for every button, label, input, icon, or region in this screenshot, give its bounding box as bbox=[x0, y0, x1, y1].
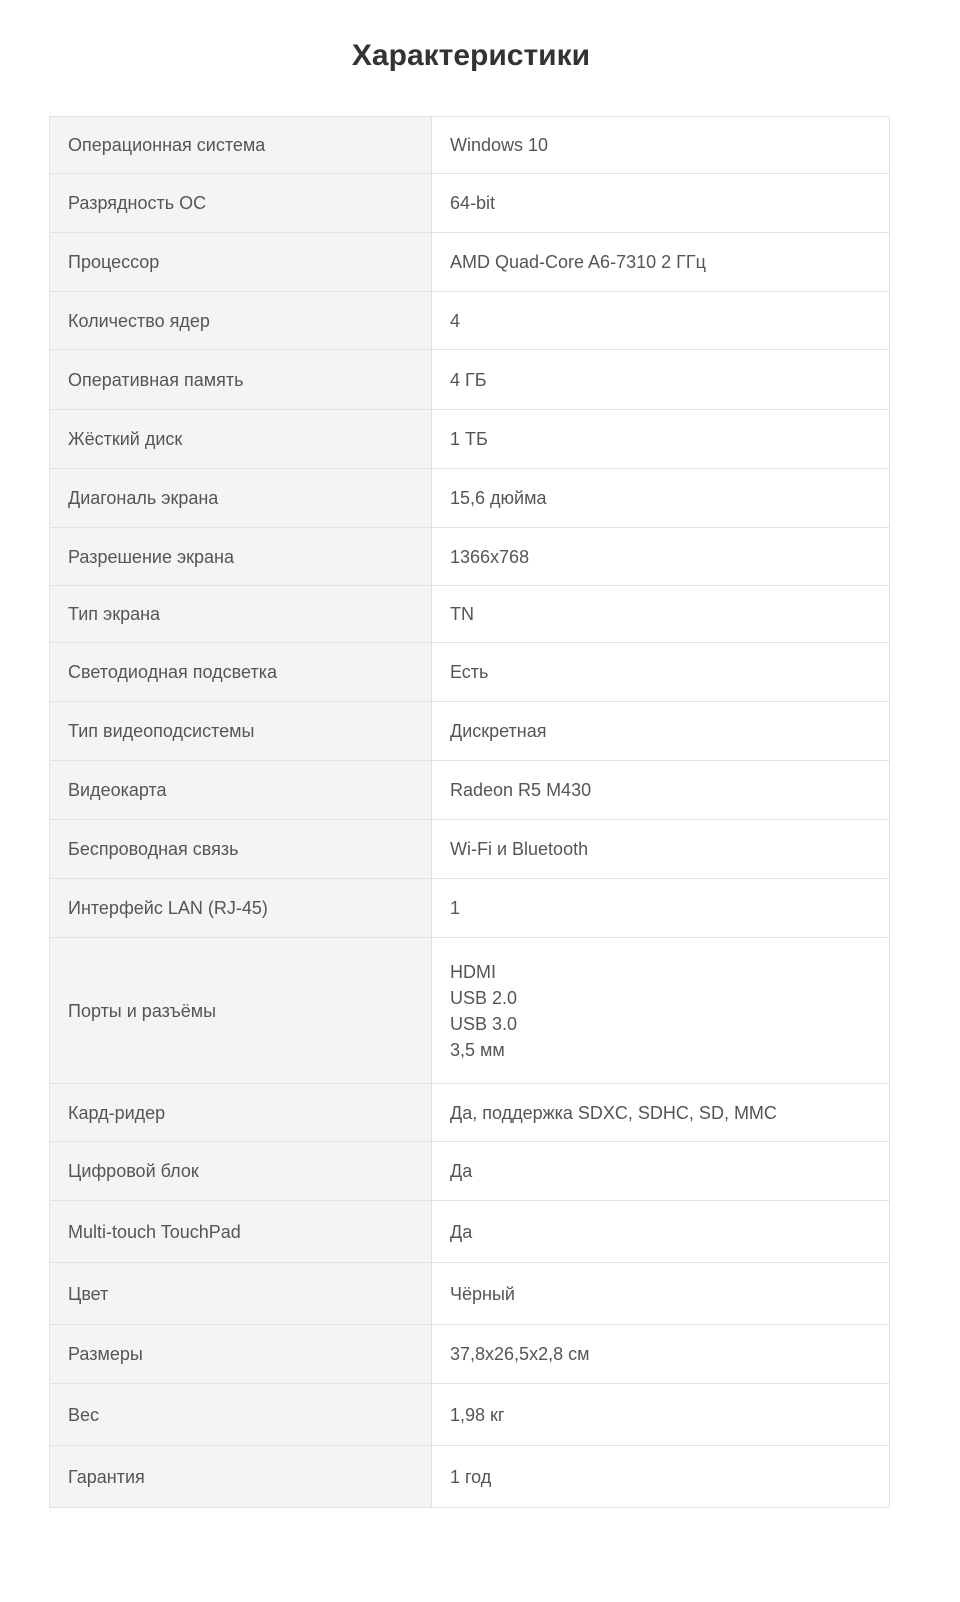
page-title: Характеристики bbox=[351, 39, 591, 72]
table-row bbox=[50, 702, 890, 761]
table-row bbox=[50, 820, 890, 879]
spec-value: Radeon R5 M430 bbox=[432, 761, 890, 820]
table-row bbox=[50, 643, 890, 702]
table-row bbox=[50, 528, 890, 586]
spec-label: Видеокарта bbox=[50, 761, 432, 820]
spec-value: TN bbox=[432, 586, 890, 643]
spec-value: 1 bbox=[432, 879, 890, 938]
spec-value: 15,6 дюйма bbox=[432, 469, 890, 528]
spec-value: 4 ГБ bbox=[432, 350, 890, 410]
spec-value: Есть bbox=[432, 643, 890, 702]
table-row bbox=[50, 938, 890, 1084]
spec-value: 1 ТБ bbox=[432, 410, 890, 469]
table-row bbox=[50, 410, 890, 469]
spec-value: 1 год bbox=[432, 1446, 890, 1508]
spec-value: Windows 10 bbox=[432, 117, 890, 174]
port-item: USB 3.0 bbox=[450, 1013, 518, 1034]
spec-value bbox=[432, 938, 890, 1084]
spec-label: Беспроводная связь bbox=[50, 820, 432, 879]
port-item: 3,5 мм bbox=[450, 1039, 505, 1060]
spec-label: Процессор bbox=[50, 233, 432, 292]
port-item: HDMI bbox=[450, 961, 496, 982]
spec-label: Гарантия bbox=[50, 1446, 432, 1508]
table-row bbox=[50, 586, 890, 643]
table-row bbox=[50, 117, 890, 174]
spec-label: Диагональ экрана bbox=[50, 469, 432, 528]
spec-value: Да bbox=[432, 1142, 890, 1201]
table-row bbox=[50, 1084, 890, 1142]
spec-label: Интерфейс LAN (RJ-45) bbox=[50, 879, 432, 938]
spec-label: Размеры bbox=[50, 1325, 432, 1384]
spec-label: Кард-ридер bbox=[50, 1084, 432, 1142]
table-row bbox=[50, 174, 890, 233]
spec-label: Тип видеоподсистемы bbox=[50, 702, 432, 761]
table-row bbox=[50, 1142, 890, 1201]
spec-value: Чёрный bbox=[432, 1263, 890, 1325]
spec-label: Светодиодная подсветка bbox=[50, 643, 432, 702]
spec-label: Multi-touch TouchPad bbox=[50, 1201, 432, 1263]
spec-value: 37,8x26,5x2,8 см bbox=[432, 1325, 890, 1384]
spec-value: Дискретная bbox=[432, 702, 890, 761]
spec-value: Да, поддержка SDXC, SDHC, SD, MMC bbox=[432, 1084, 890, 1142]
table-row bbox=[50, 1325, 890, 1384]
port-item: USB 2.0 bbox=[450, 987, 518, 1008]
spec-label: Жёсткий диск bbox=[50, 410, 432, 469]
spec-value: 1366x768 bbox=[432, 528, 890, 586]
table-row bbox=[50, 879, 890, 938]
table-row bbox=[50, 233, 890, 292]
spec-label: Порты и разъёмы bbox=[50, 938, 432, 1084]
spec-label: Разрешение экрана bbox=[50, 528, 432, 586]
spec-label: Операционная система bbox=[50, 117, 432, 174]
table-row bbox=[50, 1384, 890, 1446]
table-row bbox=[50, 1201, 890, 1263]
table-row bbox=[50, 350, 890, 410]
spec-label: Количество ядер bbox=[50, 292, 432, 350]
spec-value: 4 bbox=[432, 292, 890, 350]
table-row bbox=[50, 1263, 890, 1325]
spec-label: Цвет bbox=[50, 1263, 432, 1325]
spec-label: Тип экрана bbox=[50, 586, 432, 643]
spec-value: 64-bit bbox=[432, 174, 890, 233]
spec-label: Оперативная память bbox=[50, 350, 432, 410]
spec-value: 1,98 кг bbox=[432, 1384, 890, 1446]
spec-value: Да bbox=[432, 1201, 890, 1263]
table-row bbox=[50, 469, 890, 528]
spec-label: Вес bbox=[50, 1384, 432, 1446]
table-row bbox=[50, 292, 890, 350]
table-row bbox=[50, 1446, 890, 1508]
table-row bbox=[50, 761, 890, 820]
spec-value: AMD Quad-Core A6-7310 2 ГГц bbox=[432, 233, 890, 292]
spec-value: Wi-Fi и Bluetooth bbox=[432, 820, 890, 879]
spec-label: Цифровой блок bbox=[50, 1142, 432, 1201]
spec-label: Разрядность ОС bbox=[50, 174, 432, 233]
spec-table bbox=[49, 116, 890, 1508]
